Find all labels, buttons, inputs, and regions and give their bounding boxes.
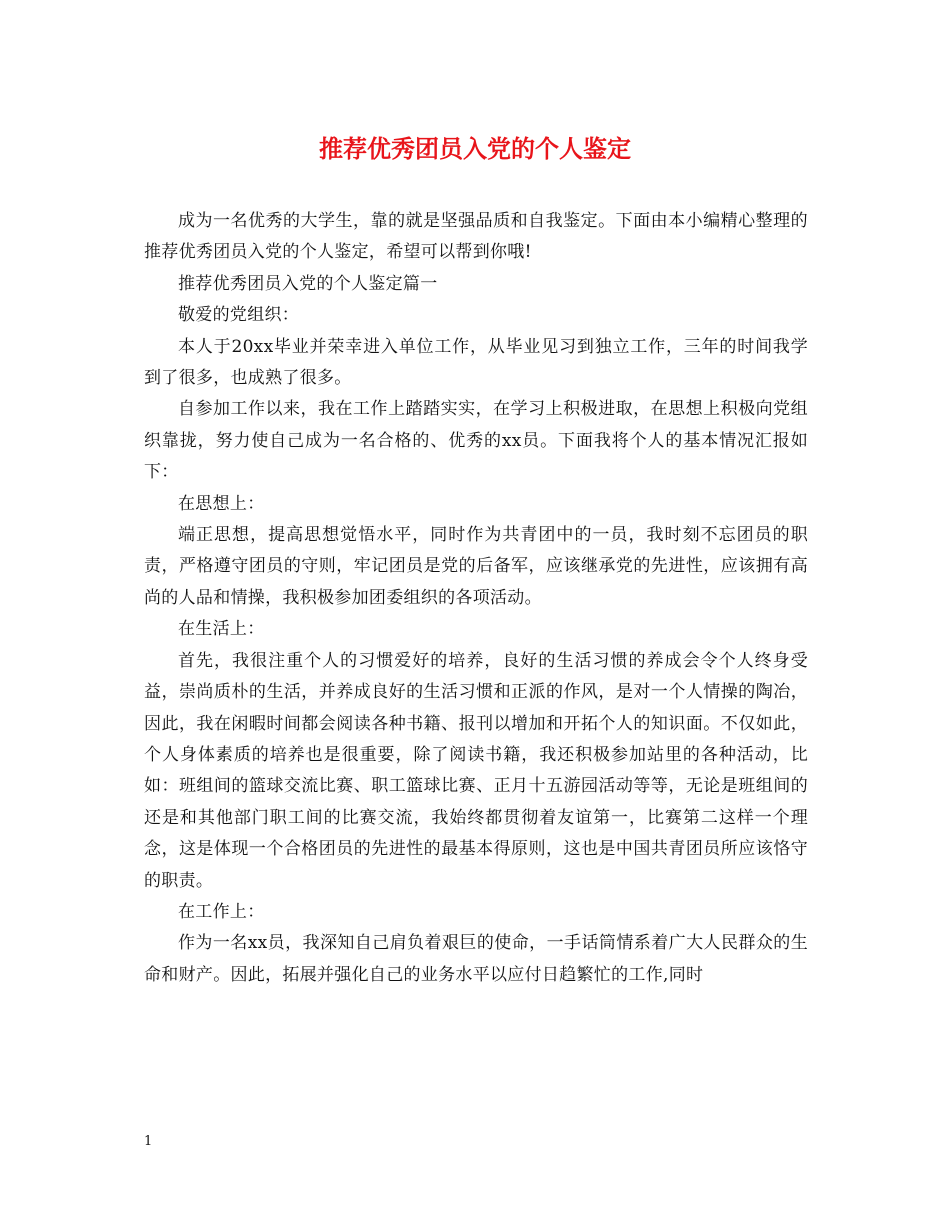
document-title: 推荐优秀团员入党的个人鉴定: [319, 134, 631, 163]
paragraph-intro: 成为一名优秀的大学生，靠的就是坚强品质和自我鉴定。下面由本小编精心整理的推荐优秀团员入党的个人鉴定，希望可以帮到你哦!: [144, 211, 808, 263]
page-number: 1: [144, 1134, 153, 1149]
document-body: [144, 206, 808, 991]
paragraph-background: 本人于20xx毕业并荣幸进入单位工作，从毕业见习到独立工作，三年的时间我学到了很多，也成熟了很多。: [144, 336, 808, 389]
paragraph-overview: 自参加工作以来，我在工作上踏踏实实，在学习上积极进取，在思想上积极向党组织靠拢，努力使自己成为一名合格的、优秀的xx员。下面我将个人的基本情况汇报如下：: [144, 399, 808, 483]
paragraph-thought: 端正思想，提高思想觉悟水平，同时作为共青团中的一员，我时刻不忘团员的职责，严格遵守团员的守则，牢记团员是党的后备军，应该继承党的先进性，应该拥有高尚的人品和情操，我积极参加团委组织的各项活动。: [144, 525, 808, 608]
paragraph-section-heading: 推荐优秀团员入党的个人鉴定篇一: [178, 273, 438, 294]
paragraph-salutation: 敬爱的党组织：: [178, 305, 300, 326]
paragraph-life: 首先，我很注重个人的习惯爱好的培养，良好的生活习惯的养成会令个人终身受益，崇尚质朴的生活，并养成良好的生活习惯和正派的作风，是对一个人情操的陶冶，因此，我在闲暇时间都会阅读各种书籍、报刊以增加和开拓个人的知识面。不仅如此，个人身体素质的培养也是很重要，除了阅读书籍，我还积极参加站里的各种活动，比如：班组间的篮球交流比赛、职工篮球比赛、正月十五游园活动等等，无论是班组间的还是和其他部门职工间的比赛交流，我始终都贯彻着友谊第一，比赛第二这样一个理念，这是体现一个合格团员的先进性的最基本得原则，这也是中国共青团员所应该恪守的职责。: [144, 650, 808, 891]
paragraph-life-heading: 在生活上：: [178, 619, 265, 640]
paragraph-thought-heading: 在思想上：: [178, 493, 265, 514]
paragraph-work-heading: 在工作上：: [178, 901, 265, 922]
paragraph-work: 作为一名xx员，我深知自己肩负着艰巨的使命，一手话筒情系着广大人民群众的生命和财产。因此，拓展并强化自己的业务水平以应付日趋繁忙的工作,同时: [144, 933, 808, 985]
